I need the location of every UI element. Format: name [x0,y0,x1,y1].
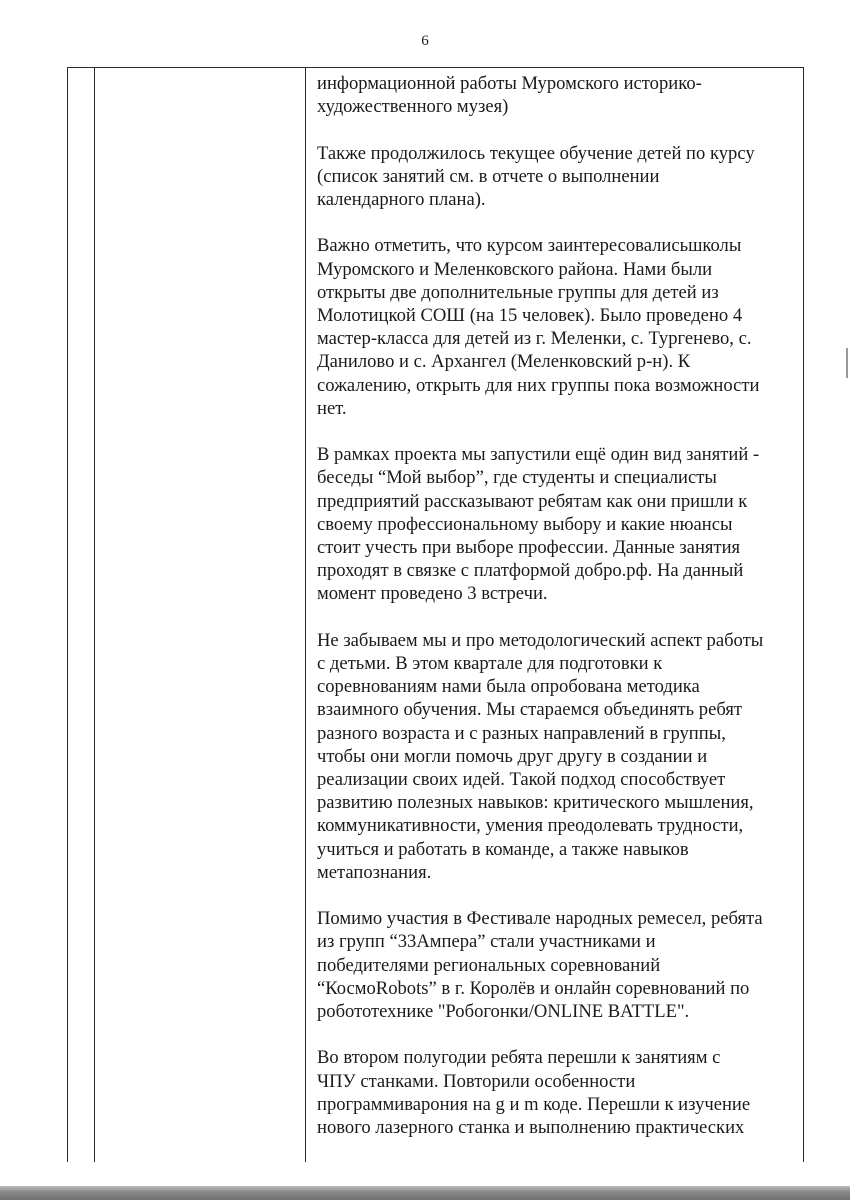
text-line: стоит учесть при выборе профессии. Данные занятия [317,537,741,559]
scan-bottom-shadow [0,1186,850,1200]
table-cell-description [306,68,804,1163]
paragraph [317,629,793,884]
text-line: художественного музея) [317,96,509,118]
text-line: предприятий рассказывают ребятам как они пришли к [317,490,748,512]
text-line: учиться и работать в команде, а также навыков [317,838,689,860]
page-number: 6 [421,33,429,49]
table-cell-activity [95,68,306,1163]
table-cell-number [68,68,95,1163]
text-line: мастер-класса для детей из г. Меленки, с. Тургенево, с. [317,328,752,350]
text-line: сожалению, открыть для них группы пока возможности [317,374,760,396]
text-line: взаимного обучения. Мы стараемся объединять ребят [317,699,743,721]
text-line: разного возраста и с разных направлений в группы, [317,722,726,744]
text-line: информационной работы Муромского историко- [317,73,702,94]
text-line: из групп “33Ампера” стали участниками и [317,931,656,953]
scan-edge-mark [846,348,848,378]
text-line: Также продолжилось текущее обучение детей по курсу [317,142,755,164]
text-line: Важно отметить, что курсом заинтересовалисьшколы [317,235,742,257]
text-line: проходят в связке с платформой добро.рф. На данный [317,560,744,582]
text-line: (список занятий см. в отчете о выполнении [317,165,660,187]
text-line: коммуникативности, умения преодолевать трудности, [317,815,744,837]
paragraph [317,142,793,212]
text-line: робототехнике "Робогонки/ONLINE BATTLE". [317,1001,690,1023]
text-line: метапознания. [317,861,432,883]
paragraph [317,443,793,605]
text-line: Не забываем мы и про методологический аспект работы [317,629,764,651]
text-line: победителями региональных соревнований [317,954,661,976]
text-line: открыты две дополнительные группы для детей из [317,281,719,303]
text-line: реализации своих идей. Такой подход способствует [317,769,726,791]
text-line: ЧПУ станками. Повторили особенности [317,1070,636,1092]
text-line: “КосмоRobots” в г. Королёв и онлайн соревнований по [317,977,750,999]
text-line: Данилово и с. Архангел (Меленковский р-н). К [317,351,691,373]
text-line: беседы “Мой выбор”, где студенты и специалисты [317,467,717,489]
paragraph [317,72,793,118]
text-line: своему профессиональному выбору и какие нюансы [317,513,733,535]
paragraph [317,1046,793,1139]
paragraph [317,234,793,420]
text-line: развитию полезных навыков: критического мышления, [317,792,754,814]
text-line: чтобы они могли помочь друг другу в создании и [317,745,708,767]
text-line: соревнованиям нами была опробована методика [317,676,700,698]
description-text [306,68,803,1139]
text-line: с детьми. В этом квартале для подготовки к [317,653,663,675]
paragraph [317,907,793,1023]
table-row [68,68,804,1163]
text-line: нет. [317,397,347,419]
text-line: В рамках проекта мы запустили ещё один вид занятий - [317,444,760,466]
text-line: нового лазерного станка и выполнению практических [317,1117,745,1139]
text-line: программиварония на g и m коде. Перешли к изучение [317,1093,751,1115]
text-line: Во втором полугодии ребята перешли к занятиям с [317,1047,721,1069]
text-line: календарного плана). [317,189,486,210]
text-line: момент проведено 3 встречи. [317,583,548,605]
report-table [67,67,804,1162]
text-line: Молотицкой СОШ (на 15 человек). Было проведено 4 [317,305,743,326]
text-line: Помимо участия в Фестивале народных ремесел, ребята [317,908,763,930]
text-line: Муромского и Меленковского района. Нами были [317,258,713,280]
